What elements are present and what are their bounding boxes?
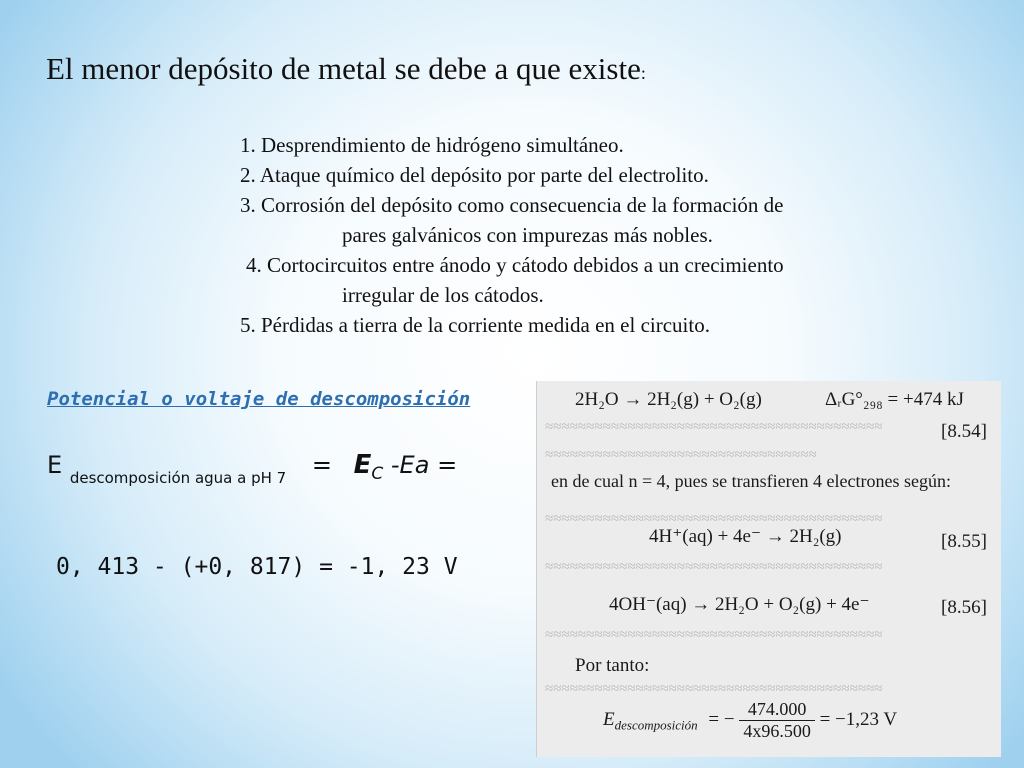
list-item — [240, 190, 784, 250]
scan-background-texture: ≈≈≈≈≈≈≈≈≈≈≈≈≈≈≈≈≈≈≈≈≈≈≈≈≈≈≈≈≈≈≈≈≈≈≈≈≈≈≈≈≈ — [545, 627, 883, 643]
list-item-continuation: irregular de los cátodos. — [342, 283, 544, 307]
section-link-decomposition-potential[interactable]: Potencial o voltaje de descomposición — [47, 388, 471, 410]
formula-subscript: descomposición agua a pH 7 — [69, 469, 287, 487]
scan-result: = −1,23 V — [819, 708, 898, 730]
scan-numerator: 474.000 — [739, 699, 815, 721]
formula-ec — [353, 450, 384, 485]
scan-gibbs-energy: ΔᵣG°₂₉₈ = +474 kJ — [825, 389, 964, 410]
scan-equation-8-56: 4OH⁻(aq) → 2H₂O + O₂(g) + 4e⁻ — [609, 594, 870, 615]
scan-fraction — [739, 699, 815, 742]
scan-background-texture: ≈≈≈≈≈≈≈≈≈≈≈≈≈≈≈≈≈≈≈≈≈≈≈≈≈≈≈≈≈≈≈≈≈ — [545, 447, 817, 463]
list-item-text: 4. Cortocircuitos entre ánodo y cátodo debidos a un crecimiento — [246, 253, 784, 277]
list-item-text: 3. Corrosión del depósito como consecuencia de la formación de — [240, 193, 784, 217]
list-item-text: 1. Desprendimiento de hidrógeno simultáneo. — [240, 133, 624, 157]
list-item — [240, 160, 784, 190]
scan-decomposition-equation — [603, 699, 897, 742]
formula-minus-ea: -Ea — [390, 451, 430, 479]
formula-equals: = — [311, 451, 332, 479]
scan-electron-transfer-text: en de cual n = 4, pues se transfieren 4 electrones según: — [551, 471, 952, 491]
formula-e: E — [47, 451, 63, 479]
list-item-text: 5. Pérdidas a tierra de la corriente medida en el circuito. — [240, 313, 710, 337]
slide-title-text: El menor depósito de metal se debe a que existe — [46, 51, 641, 86]
scan-equation-8-55: 4H⁺(aq) + 4e⁻ → 2H₂(g) — [649, 526, 842, 547]
scan-e-subscript: descomposición — [614, 717, 698, 733]
formula-trailing-equals: = — [437, 451, 458, 479]
scan-e-label: E — [603, 708, 615, 730]
scanned-textbook-image — [536, 381, 1001, 757]
scan-equation-8-54: 2H₂O → 2H₂(g) + O₂(g) — [575, 389, 762, 410]
scan-denominator: 4x96.500 — [743, 721, 811, 741]
list-item-text: 2. Ataque químico del depósito por parte del electrolito. — [240, 163, 709, 187]
formula-ec-subscript: C — [371, 464, 384, 485]
list-item — [240, 310, 784, 340]
list-item-continuation: pares galvánicos con impurezas más nobles. — [342, 223, 713, 247]
calculation-result: 0, 413 - (+0, 817) = -1, 23 V — [56, 554, 458, 580]
scan-background-texture: ≈≈≈≈≈≈≈≈≈≈≈≈≈≈≈≈≈≈≈≈≈≈≈≈≈≈≈≈≈≈≈≈≈≈≈≈≈≈≈≈≈ — [545, 559, 883, 575]
scan-tag-8-56: [8.56] — [941, 597, 987, 618]
scan-background-texture: ≈≈≈≈≈≈≈≈≈≈≈≈≈≈≈≈≈≈≈≈≈≈≈≈≈≈≈≈≈≈≈≈≈≈≈≈≈≈≈≈≈ — [545, 419, 883, 435]
decomposition-formula — [47, 450, 458, 487]
slide-title — [46, 50, 646, 92]
list-item — [240, 250, 784, 310]
causes-list — [240, 130, 784, 340]
slide-title-colon: : — [640, 63, 646, 83]
scan-tag-8-55: [8.55] — [941, 531, 987, 552]
formula-ec-letter: E — [353, 450, 372, 480]
scan-background-texture: ≈≈≈≈≈≈≈≈≈≈≈≈≈≈≈≈≈≈≈≈≈≈≈≈≈≈≈≈≈≈≈≈≈≈≈≈≈≈≈≈≈ — [545, 511, 883, 527]
scan-por-tanto: Por tanto: — [575, 655, 650, 676]
scan-equals-minus: = − — [708, 708, 735, 730]
list-item — [240, 130, 784, 160]
scan-tag-8-54: [8.54] — [941, 421, 987, 442]
scan-background-texture: ≈≈≈≈≈≈≈≈≈≈≈≈≈≈≈≈≈≈≈≈≈≈≈≈≈≈≈≈≈≈≈≈≈≈≈≈≈≈≈≈≈ — [545, 681, 883, 697]
